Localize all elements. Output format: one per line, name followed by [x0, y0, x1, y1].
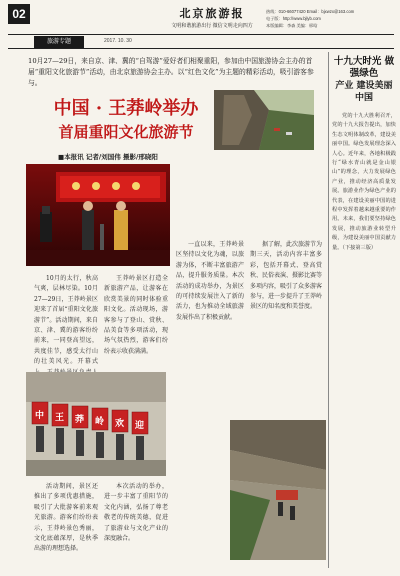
headline	[46, 98, 206, 142]
masthead	[162, 5, 262, 29]
headline-line1: 中国 · 王莽岭举办	[53, 98, 199, 119]
side-body	[332, 112, 396, 253]
banner-char: 欢	[115, 419, 125, 429]
stage-illustration	[26, 164, 170, 266]
column-divider	[328, 52, 329, 568]
lead-paragraph: 10月27—29日，来自京、津、冀的“自驾游”爱好者们相聚重阳，参加由中国旅游协会主办的首届“重阳文化旅游节”活动，由北京旅游协会主办。以“红色文化”为主题的精彩活动，吸引游客参与。	[28, 57, 314, 87]
cliff-road-photo	[230, 420, 326, 560]
cliff-illustration	[214, 90, 314, 150]
side-title-line1: 十九大时光 做强绿色	[333, 56, 395, 79]
side-paragraph: 党的十九大胜利召开，党的十九大报告提出，加快生态文明体制改革，建设美丽中国。绿色发展理念深入人心。近年来，各地积极践行“绿水青山就是金山银山”的理念，大力发展绿色产业，推动经济高质量发展。旅游业作为绿色产业的代表，在建设美丽中国的进程中发挥着越来越重要的作用。未来，我们要坚持绿色发展，推动旅游业转型升级，为建设美丽中国贡献力量。（下接第三版）	[332, 113, 396, 251]
body-paragraph: 活动期间，景区还推出了多项优惠措施，吸引了大批游客前来观光旅游。游客们纷纷表示，王莽岭景色秀丽，文化底蕴深厚，是秋季出游的理想选择。	[34, 483, 98, 553]
masthead-title: 北京旅游报	[179, 7, 245, 20]
page-header	[8, 4, 394, 48]
body-column-1	[34, 274, 98, 370]
page-number: 02	[8, 4, 30, 24]
stage-photo	[26, 164, 170, 266]
body-paragraph: 本次活动的举办，进一步丰富了重阳节的文化内涵，弘扬了尊老敬老的传统美德，促进了旅游业与文化产业的深度融合。	[104, 483, 168, 543]
parade-photo	[26, 372, 166, 476]
body-paragraph: 王莽岭景区打造全新旅游产品，让游客在欣赏美景的同时体验重阳文化。活动现场，游客参与了登山、赏秋、品美食等多项活动，现场气氛热烈，游客们纷纷表示收获满满。	[104, 275, 168, 355]
side-title-line2: 产业 建设美丽中国	[335, 81, 393, 103]
masthead-info	[266, 8, 394, 29]
body-column-3	[176, 240, 244, 414]
banner-char: 莽	[75, 415, 85, 425]
body-column-2	[104, 274, 168, 370]
header-rule-thin	[8, 48, 394, 49]
body-paragraph: 一直以来，王莽岭景区坚持以文化为魂，以旅游为体，不断丰富旅游产品，提升服务质量。本次活动的成功举办，为景区的可持续发展注入了新的活力，也为推动全域旅游发展作出了积极贡献。	[176, 241, 244, 321]
body-column-6	[104, 482, 168, 566]
parade-illustration	[26, 372, 166, 476]
body-column-5	[34, 482, 98, 566]
body-paragraph: 10月的太行，秋高气爽，层林尽染。10月27—29日，王莽岭景区迎来了首届“重阳文化旅游节”。活动期间，来自京、津、冀的游客纷纷前来，一同登高望远，共度佳节，感受太行山的壮美风光。开幕式	[34, 275, 98, 366]
cliff-road-illustration	[230, 420, 326, 560]
banner-char: 岭	[95, 417, 105, 427]
byline: ■本报讯 记者/刘国伟 摄影/邢晓阳	[58, 153, 158, 161]
info-line: 热线：010-66077420 Email：bjxwzx@163.com	[266, 9, 355, 14]
cliff-photo	[214, 90, 314, 150]
banner-char: 迎	[135, 421, 145, 431]
header-rule	[8, 34, 394, 35]
masthead-subtitle: 文明和谐旅游出行 微信文明走向四方	[171, 23, 253, 29]
body-column-4	[250, 240, 322, 414]
section-tag: 旅游专题	[34, 36, 84, 48]
body-paragraph: 据了解，此次旅游节为期三天，活动内容丰富多彩，包括开幕式、登高赏秋、民俗表演、摄影比赛等多项内容，吸引了众多游客参与，进一步提升了王莽岭景区的知名度和美誉度。	[250, 241, 323, 311]
banner-char: 中	[35, 411, 45, 421]
info-line: 电子版：http://www.bjlyb.com	[266, 16, 321, 21]
info-line: 本版编辑：李森 美编：邢晗	[266, 23, 318, 28]
side-article	[332, 56, 396, 253]
issue-date: 2017. 10. 30	[104, 38, 132, 44]
headline-line2: 首届重阳文化旅游节	[58, 123, 194, 141]
banner-char: 王	[55, 413, 65, 423]
